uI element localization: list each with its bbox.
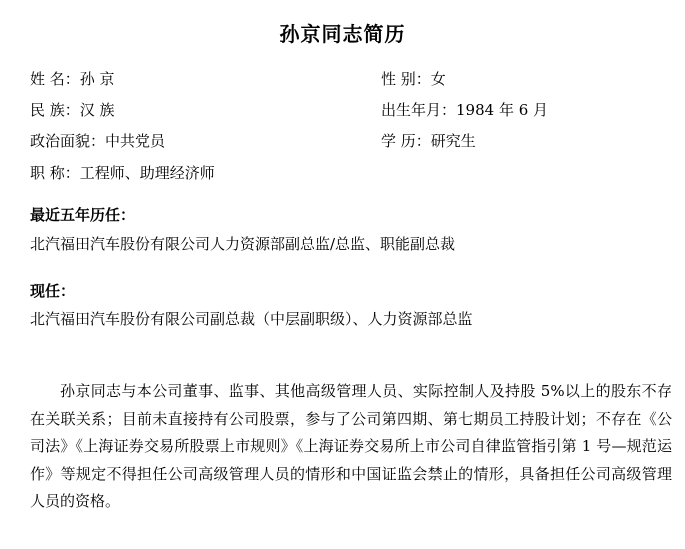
job-title-value: 工程师、助理经济师 — [79, 164, 215, 182]
job-title-label: 职 称： — [30, 164, 80, 182]
name-row — [30, 69, 115, 89]
ethnicity-value: 汉 族 — [79, 101, 115, 119]
job-title-row — [30, 163, 215, 183]
gender-row — [381, 69, 446, 89]
name-label: 姓 名： — [30, 70, 80, 88]
page-title: 孙京同志简历 — [279, 22, 406, 46]
gender-value: 女 — [430, 70, 446, 88]
political-row — [30, 131, 165, 151]
birth-value: 1984 年 6 月 — [456, 101, 549, 119]
statement-paragraph: 孙京同志与本公司董事、监事、其他高级管理人员、实际控制人及持股 5%以上的股东不存在关联关系；目前未直接持有公司股票，参与了公司第四期、第七期员工持股计划；不存在《公司法》《上海证券交易所股票上市规则》《上海证券交易所上市公司自律监管指引第 1 号—规范运作》等规定不得担任公司高级管理人员的情形和中国证监会禁止的情形，具备担任公司高级管理人员的资格。 — [30, 382, 672, 510]
education-label: 学 历： — [381, 132, 431, 150]
gender-label: 性 别： — [381, 70, 431, 88]
recent-history-text: 北汽福田汽车股份有限公司人力资源部副总监/总监、职能副总裁 — [30, 235, 456, 253]
political-label: 政治面貌： — [30, 132, 106, 150]
name-value: 孙 京 — [79, 70, 115, 88]
current-position-text: 北汽福田汽车股份有限公司副总裁（中层副职级）、人力资源部总监 — [30, 310, 473, 328]
education-value: 研究生 — [430, 132, 476, 150]
education-row — [381, 131, 476, 151]
birth-row — [381, 100, 548, 120]
current-position-heading: 现任： — [30, 282, 76, 300]
ethnicity-label: 民 族： — [30, 101, 80, 119]
political-value: 中共党员 — [105, 132, 166, 150]
birth-label: 出生年月： — [381, 101, 457, 119]
recent-history-heading: 最近五年历任： — [30, 206, 136, 224]
ethnicity-row — [30, 100, 115, 120]
